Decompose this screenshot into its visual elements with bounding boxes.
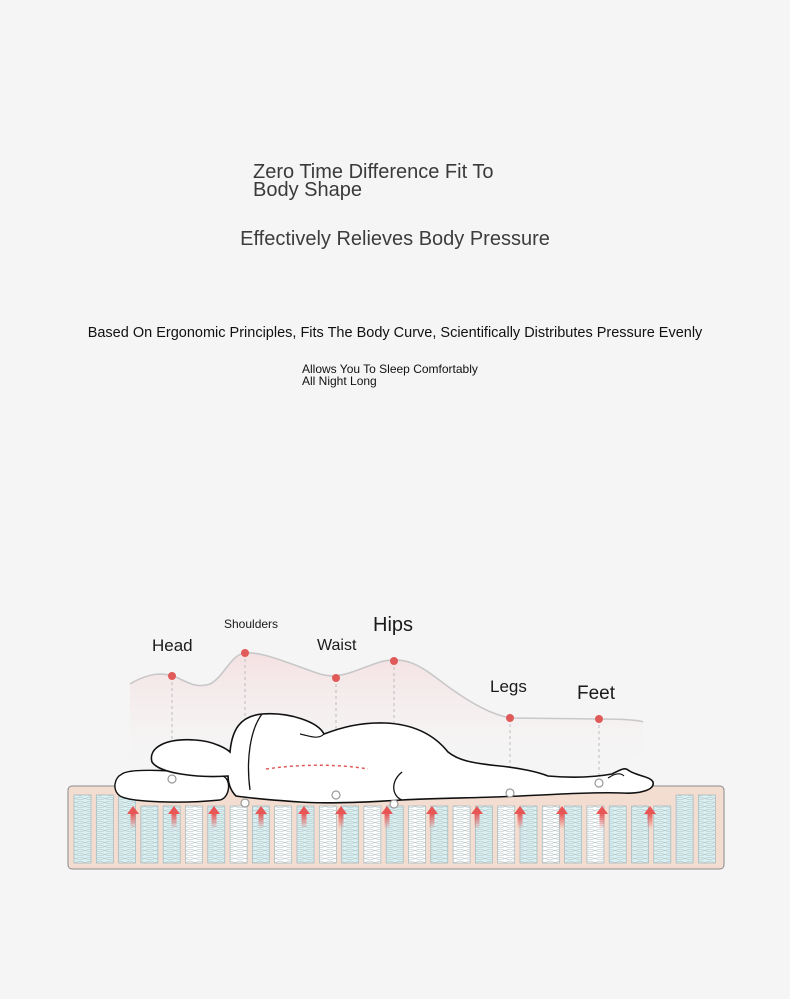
spring-coil-pattern bbox=[319, 806, 336, 863]
main-title-line1: Zero Time Difference Fit To bbox=[253, 161, 494, 183]
support-arrow-shaft bbox=[518, 813, 523, 829]
spring-coil-pattern bbox=[342, 806, 359, 863]
pressure-point-waist bbox=[332, 674, 340, 682]
comfort-note-line1: Allows You To Sleep Comfortably bbox=[302, 362, 478, 376]
zone-label-hips: Hips bbox=[373, 614, 414, 636]
zone-label-legs: Legs bbox=[490, 677, 527, 696]
spring-coil-pattern bbox=[186, 806, 203, 863]
pressure-point-shoulders bbox=[241, 649, 249, 657]
support-arrow-shaft bbox=[302, 813, 307, 829]
spring-coil-pattern bbox=[96, 795, 113, 863]
comfort-note-line2: All Night Long bbox=[302, 374, 377, 388]
support-arrow-shaft bbox=[212, 813, 217, 829]
spring-coil-pattern bbox=[453, 806, 470, 863]
spring-coil-pattern bbox=[141, 806, 158, 863]
spring-coil-pattern bbox=[275, 806, 292, 863]
description: Based On Ergonomic Principles, Fits The Body Curve, Scientifically Distributes Pressure Evenly bbox=[87, 325, 703, 341]
support-arrow-shaft bbox=[560, 813, 565, 829]
support-arrow-shaft bbox=[385, 813, 390, 829]
support-arrow-shaft bbox=[475, 813, 480, 829]
support-arrow-shaft bbox=[259, 813, 264, 829]
spring-coil-pattern bbox=[520, 806, 537, 863]
spring-coil-pattern bbox=[565, 806, 582, 863]
spring-coil-pattern bbox=[654, 806, 671, 863]
support-arrow-shaft bbox=[172, 813, 177, 829]
main-title-line2: Body Shape bbox=[253, 179, 362, 201]
spring-coil-pattern bbox=[698, 795, 715, 863]
spring-coil-pattern bbox=[230, 806, 247, 863]
spring-coil-pattern bbox=[609, 806, 626, 863]
support-arrow-shaft bbox=[430, 813, 435, 829]
pressure-point-hips bbox=[390, 657, 398, 665]
support-arrow-shaft bbox=[339, 813, 344, 829]
spring-coil-pattern bbox=[74, 795, 91, 863]
spring-coil-pattern bbox=[676, 795, 693, 863]
support-arrow-shaft bbox=[600, 813, 605, 829]
spring-coil-pattern bbox=[364, 806, 381, 863]
spring-coil-pattern bbox=[498, 806, 515, 863]
pressure-point-legs bbox=[506, 714, 514, 722]
spring-coil-pattern bbox=[409, 806, 426, 863]
spring-coil-pattern bbox=[632, 806, 649, 863]
zone-label-waist: Waist bbox=[317, 637, 357, 654]
subtitle: Effectively Relieves Body Pressure bbox=[240, 228, 550, 250]
pressure-point-feet bbox=[595, 715, 603, 723]
pressure-point-head bbox=[168, 672, 176, 680]
zone-label-head: Head bbox=[152, 636, 193, 655]
spring-coil-pattern bbox=[542, 806, 559, 863]
zone-label-feet: Feet bbox=[577, 683, 616, 704]
support-arrow-shaft bbox=[648, 813, 653, 829]
support-arrow-shaft bbox=[131, 813, 136, 829]
zone-label-shoulders: Shoulders bbox=[224, 617, 279, 631]
